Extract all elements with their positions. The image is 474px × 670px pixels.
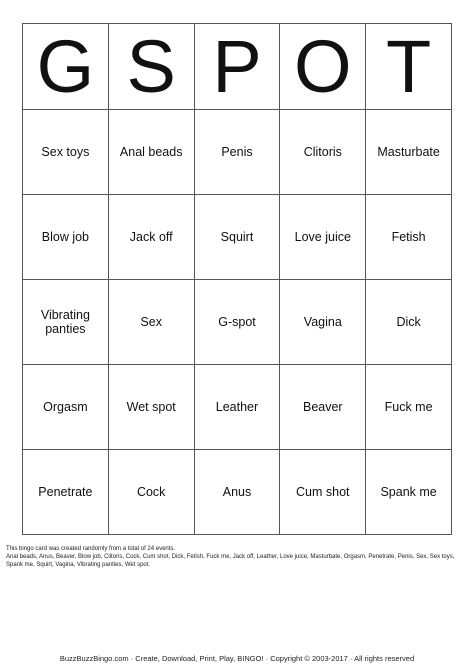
bingo-cell: Sex toys: [23, 110, 109, 195]
bingo-cell: Penetrate: [23, 450, 109, 535]
page-footer: BuzzBuzzBingo.com · Create, Download, Print, Play, BINGO! · Copyright © 2003-2017 · All rights reserved: [59, 654, 415, 663]
bingo-cell: Beaver: [280, 365, 366, 450]
header-letter-p: P: [195, 24, 281, 110]
note-event-list: Anal beads, Anus, Beaver, Blow job, Clitoris, Cock, Cum shot, Dick, Fetish, Fuck me, Jack off, Leather, Love juice, Masturbate, Orgasm, Penetrate, Penis, Sex, Sex toys, Spank me, Squirt, Vagina, Vibrating panties, Wet spot.: [6, 554, 455, 568]
bingo-cell: Anus: [195, 450, 281, 535]
bingo-cell: Clitoris: [280, 110, 366, 195]
bingo-cell: Vibrating panties: [23, 280, 109, 365]
bingo-cell: Love juice: [280, 195, 366, 280]
card-note: [6, 545, 468, 569]
header-letter-o: O: [280, 24, 366, 110]
bingo-cell: Spank me: [366, 450, 452, 535]
bingo-cell: Anal beads: [109, 110, 195, 195]
bingo-cell: Jack off: [109, 195, 195, 280]
bingo-cell: Squirt: [195, 195, 281, 280]
header-letter-s: S: [109, 24, 195, 110]
bingo-cell: Wet spot: [109, 365, 195, 450]
header-letter-t: T: [366, 24, 452, 110]
bingo-cell: Penis: [195, 110, 281, 195]
bingo-cell: G-spot: [195, 280, 281, 365]
bingo-cell: Orgasm: [23, 365, 109, 450]
bingo-cell: Vagina: [280, 280, 366, 365]
note-summary: This bingo card was created randomly from a total of 24 events.: [6, 546, 176, 552]
bingo-cell: Cock: [109, 450, 195, 535]
bingo-cell: Dick: [366, 280, 452, 365]
bingo-cell: Fetish: [366, 195, 452, 280]
bingo-cell: Sex: [109, 280, 195, 365]
bingo-cell: Fuck me: [366, 365, 452, 450]
bingo-card: [22, 23, 452, 535]
header-letter-g: G: [23, 24, 109, 110]
bingo-cell: Cum shot: [280, 450, 366, 535]
bingo-cell: Blow job: [23, 195, 109, 280]
bingo-cell: Leather: [195, 365, 281, 450]
bingo-cell: Masturbate: [366, 110, 452, 195]
